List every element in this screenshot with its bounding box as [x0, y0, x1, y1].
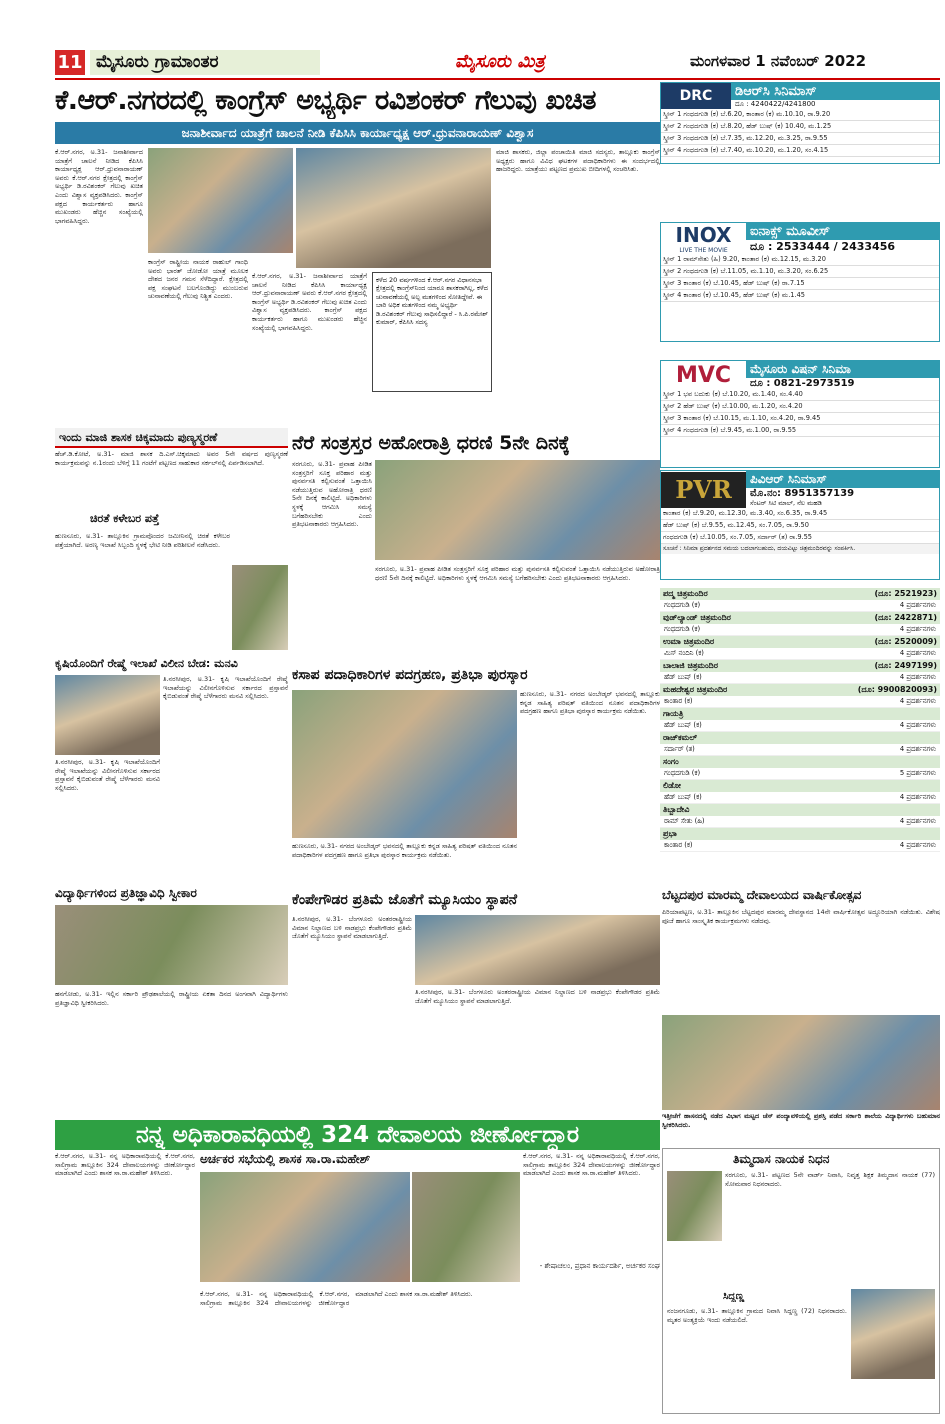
lead-subhead: ಜನಾಶೀರ್ವಾದ ಯಾತ್ರೆಗೆ ಚಾಲನೆ ನೀಡಿ ಕೆಪಿಸಿಸಿ ಕಾರ್ಯಾಧ್ಯಕ್ಷ ಆರ್.ಧ್ರುವನಾರಾಯಣ್ ವಿಶ್ವಾಸ	[55, 122, 660, 144]
cinema-listings	[660, 588, 940, 880]
listing-film: ಕಾಂತಾರ (ಕ)	[664, 841, 693, 849]
mvc-phone: ದೂ : 0821-2973519	[750, 378, 855, 389]
inox-panel	[660, 222, 940, 342]
mvc-row: ಸ್ಕ್ರೀನ್ 1 ಭವ ಬದುಕು (ಕ) ಬೆ.10.20, ಮ.1.40, ಸಂ.4.40	[661, 389, 939, 401]
listing-shows: 5 ಪ್ರದರ್ಶನಗಳು	[899, 769, 936, 777]
listing-hall	[660, 780, 940, 792]
leopard-photo	[232, 565, 288, 650]
listing-film: ಮಿಸ್ ನಂದಿನಿ (ಕ)	[664, 649, 704, 657]
kasapa-headline: ಕಸಾಪ ಪದಾಧಿಕಾರಿಗಳ ಪದಗ್ರಹಣ, ಪ್ರತಿಭಾ ಪುರಸ್ಕಾರ	[292, 667, 528, 683]
listing-hall-name: ಗಾಯತ್ರಿ	[663, 709, 684, 718]
pvr-phone: ಮೊ.ನಂ: 8951357139	[750, 488, 855, 499]
lead-headline: ಕೆ.ಆರ್.ನಗರದಲ್ಲಿ ಕಾಂಗ್ರೆಸ್ ಅಭ್ಯರ್ಥಿ ರವಿಶಂಕರ್ ಗೆಲುವು ಖಚಿತ	[55, 85, 596, 116]
listing-row	[660, 792, 940, 804]
listing-film: ಹೆಡ್ ಬುಷ್ (ಕ)	[664, 673, 702, 681]
listing-shows: 4 ಪ್ರದರ್ಶನಗಳು	[899, 793, 936, 801]
section-title: ಮೈಸೂರು ಗ್ರಾಮಾಂತರ	[90, 50, 320, 75]
listing-hall-name: ತಿಬ್ಬಾದೇವಿ	[663, 805, 690, 814]
statue-photo	[415, 915, 660, 985]
lead-photo-1	[148, 148, 293, 253]
statue-text-2: ತಿ.ನರಸೀಪುರ, ಅ.31- ಬೆಂಗಳೂರು ಅಂತರರಾಷ್ಟ್ರೀಯ ವಿಮಾನ ನಿಲ್ದಾಣದ ಬಳಿ ನಾಡಪ್ರಭು ಕೆಂಪೇಗೌಡರ ಪ್ರತಿಮೆ ಜೊತೆಗೆ ಮ್ಯೂಸಿಯಂ ಸ್ಥಾಪನೆ ಮಾಡಲಾಗುತ್ತಿದೆ.	[415, 988, 660, 1005]
mvc-panel	[660, 360, 940, 468]
header-rule	[55, 78, 940, 80]
listing-film: ಕಾಂತಾರ (ಕ)	[664, 697, 693, 705]
listing-row	[660, 600, 940, 612]
mvc-row: ಸ್ಕ್ರೀನ್ 2 ಹೆಡ್ ಬುಷ್ (ಕ) ಬೆ.10.00, ಮ.1.20, ಸಂ.4.20	[661, 401, 939, 413]
mvc-row: ಸ್ಕ್ರೀನ್ 3 ಕಾಂತಾರ (ಕ) ಬೆ.10.15, ಮ.1.10, ಸಂ.4.20, ರಾ.9.45	[661, 413, 939, 425]
inox-phone: ದೂ : 2533444 / 2433456	[750, 240, 896, 253]
listing-hall	[660, 732, 940, 744]
kasapa-text: ಹುಣಸೂರು, ಅ.31- ನಗರದ ಅಂಬೇಡ್ಕರ್ ಭವನದಲ್ಲಿ ತಾಲ್ಲೂಕು ಕನ್ನಡ ಸಾಹಿತ್ಯ ಪರಿಷತ್ ವತಿಯಿಂದ ನೂತನ ಪದಾಧಿಕಾರಿಗಳ ಪದಗ್ರಹಣ ಹಾಗೂ ಪ್ರತಿಭಾ ಪುರಸ್ಕಾರ ಕಾರ್ಯಕ್ರಮ ನಡೆಯಿತು.	[520, 690, 660, 716]
festival-headline: ಬೆಟ್ಟದಪುರ ಮಾರಮ್ಮ ದೇವಾಲಯದ ವಾರ್ಷಿಕೋತ್ಸವ	[662, 888, 862, 902]
pvr-row: ಕಾಂತಾರ (ಕ) ಬೆ.9.20, ಮ.12.30, ಮ.3.40, ಸಂ.6.35, ರಾ.9.45	[661, 508, 939, 520]
leopard-text: ಹುಣಸೂರು, ಅ.31- ತಾಲ್ಲೂಕಿನ ಗ್ರಾಮವೊಂದರ ಜಮೀನಿನಲ್ಲಿ ಚಿರತೆ ಕಳೇಬರ ಪತ್ತೆಯಾಗಿದೆ. ಅರಣ್ಯ ಇಲಾಖೆ ಸಿಬ್ಬಂದಿ ಸ್ಥಳಕ್ಕೆ ಭೇಟಿ ನೀಡಿ ಪರಿಶೀಲನೆ ನಡೆಸಿದರು.	[55, 532, 230, 549]
listing-shows: 4 ಪ್ರದರ್ಶನಗಳು	[899, 817, 936, 825]
farmers-headline: ಕೃಷಿಯೊಂದಿಗೆ ರೇಷ್ಮೆ ಇಲಾಖೆ ವಿಲೀನ ಬೇಡ: ಮನವಿ	[55, 657, 238, 670]
listing-shows: 4 ಪ್ರದರ್ಶನಗಳು	[899, 625, 936, 633]
lead-col2b: ಕೆ.ಆರ್.ನಗರ, ಅ.31- ಜನಾಶೀರ್ವಾದ ಯಾತ್ರೆಗೆ ಚಾಲನೆ ನೀಡಿದ ಕೆಪಿಸಿಸಿ ಕಾರ್ಯಾಧ್ಯಕ್ಷ ಆರ್.ಧ್ರುವನಾರಾಯಣ್ ಅವರು ಕೆ.ಆರ್.ನಗರ ಕ್ಷೇತ್ರದಲ್ಲಿ ಕಾಂಗ್ರೆಸ್ ಅಭ್ಯರ್ಥಿ ಡಿ.ರವಿಶಂಕರ್ ಗೆಲುವು ಖಚಿತ ಎಂದು ವಿಶ್ವಾಸ ವ್ಯಕ್ತಪಡಿಸಿದರು. ಕಾಂಗ್ರೆಸ್ ಪಕ್ಷದ ಕಾರ್ಯಕರ್ತರು ಹಾಗೂ ಮುಖಂಡರು ಹೆಚ್ಚಿನ ಸಂಖ್ಯೆಯಲ್ಲಿ ಭಾಗವಹಿಸಿದ್ದರು.	[252, 272, 367, 332]
dharna-text-2: ಸರಗೂರು, ಅ.31- ಪ್ರವಾಹ ಪೀಡಿತ ಸಂತ್ರಸ್ತರಿಗೆ ಸೂಕ್ತ ಪರಿಹಾರ ಮತ್ತು ಪುನರ್ವಸತಿ ಕಲ್ಪಿಸುವಂತೆ ಒತ್ತಾಯಿಸಿ ನಡೆಯುತ್ತಿರುವ ಅಹೋರಾತ್ರಿ ಧರಣಿ 5ನೇ ದಿನಕ್ಕೆ ಕಾಲಿಟ್ಟಿದೆ. ಅಧಿಕಾರಿಗಳು ಸ್ಥಳಕ್ಕೆ ಆಗಮಿಸಿ ಸಮಸ್ಯೆ ಬಗೆಹರಿಸಬೇಕು ಎಂದು ಪ್ರತಿಭಟನಾಕಾರರು ಆಗ್ರಹಿಸಿದರು.	[375, 565, 660, 582]
farmers-text-2: ತಿ.ನರಸೀಪುರ, ಅ.31- ಕೃಷಿ ಇಲಾಖೆಯೊಂದಿಗೆ ರೇಷ್ಮೆ ಇಲಾಖೆಯನ್ನು ವಿಲೀನಗೊಳಿಸುವ ಸರ್ಕಾರದ ಪ್ರಸ್ತಾವನೆ ಕೈಬಿಡುವಂತೆ ರೇಷ್ಮೆ ಬೆಳೆಗಾರರು ಮನವಿ ಸಲ್ಲಿಸಿದರು.	[55, 758, 160, 792]
listing-shows: 4 ಪ್ರದರ್ಶನಗಳು	[899, 649, 936, 657]
listing-film: ಸರ್ದಾರ್ (ತ)	[664, 745, 695, 753]
listing-row	[660, 840, 940, 852]
listing-hall	[660, 684, 940, 696]
obit-headline: ಇಂದು ಮಾಜಿ ಶಾಸಕ ಚಿಕ್ಕಮಾದು ಪುಣ್ಯಸ್ಮರಣೆ	[55, 428, 288, 448]
listing-hall-name: ಸಂಗಂ	[663, 757, 679, 766]
drc-phone: ದೂ : 4240422/4241800	[735, 100, 816, 108]
listing-film: ಹೆಡ್ ಬುಷ್ (ಕ)	[664, 721, 702, 729]
listing-film: ರಾಮ್ ಸೇತು (ಹಿ)	[664, 817, 705, 825]
statue-text: ತಿ.ನರಸೀಪುರ, ಅ.31- ಬೆಂಗಳೂರು ಅಂತರರಾಷ್ಟ್ರೀಯ ವಿಮಾನ ನಿಲ್ದಾಣದ ಬಳಿ ನಾಡಪ್ರಭು ಕೆಂಪೇಗೌಡರ ಪ್ರತಿಮೆ ಜೊತೆಗೆ ಮ್ಯೂಸಿಯಂ ಸ್ಥಾಪನೆ ಮಾಡಲಾಗುತ್ತಿದೆ.	[292, 915, 412, 941]
drc-name: ಡಿಆರ್‌ಸಿ ಸಿನಿಮಾಸ್	[731, 83, 939, 100]
listing-shows: 4 ಪ್ರದರ್ಶನಗಳು	[899, 841, 936, 849]
listing-hall	[660, 588, 940, 600]
paper-logo: ಮೈಸೂರು ಮಿತ್ರ	[455, 51, 545, 72]
listing-shows: 4 ಪ್ರದರ್ಶನಗಳು	[899, 721, 936, 729]
listing-hall	[660, 756, 940, 768]
temple-text: ಕೆ.ಆರ್.ನಗರ, ಅ.31- ನನ್ನ ಅಧಿಕಾರಾವಧಿಯಲ್ಲಿ ಕೆ.ಆರ್.ನಗರ, ಸಾಲಿಗ್ರಾಮ ತಾಲ್ಲೂಕಿನ 324 ದೇವಾಲಯಗಳನ್ನು ಜೀರ್ಣೋದ್ಧಾರ ಮಾಡಲಾಗಿದೆ ಎಂದು ಶಾಸಕ ಸಾ.ರಾ.ಮಹೇಶ್ ತಿಳಿಸಿದರು.	[55, 1152, 195, 1178]
listing-hall-name: ರಾಜ್‌ಕಮಲ್	[663, 733, 698, 742]
pvr-note: ಸೂಚನೆ : ಸಿನಿಮಾ ಪ್ರದರ್ಶನದ ಸಮಯ ಬದಲಾಗಬಹುದು, ದಯವಿಟ್ಟು ಚಿತ್ರಮಂದಿರವನ್ನು ಸಂಪರ್ಕಿಸಿ.	[661, 544, 939, 554]
listing-hall	[660, 828, 940, 840]
festival-caption: ಇತ್ತೀಚೆಗೆ ಹಾಸನದಲ್ಲಿ ನಡೆದ ವಿಭಾಗ ಮಟ್ಟದ ಚೆಸ್ ಪಂದ್ಯಾವಳಿಯಲ್ಲಿ ಪ್ರಶಸ್ತಿ ಪಡೆದ ಸರ್ಕಾರಿ ಶಾಲೆಯ ವಿದ್ಯಾರ್ಥಿಗಳು ಬಹುಮಾನ ಸ್ವೀಕರಿಸಿದರು.	[662, 1112, 940, 1129]
listing-hall-phone: (ದೂ: 2422871)	[874, 613, 937, 622]
temple-text-3: ಕೆ.ಆರ್.ನಗರ, ಅ.31- ನನ್ನ ಅಧಿಕಾರಾವಧಿಯಲ್ಲಿ ಕೆ.ಆರ್.ನಗರ, ಸಾಲಿಗ್ರಾಮ ತಾಲ್ಲೂಕಿನ 324 ದೇವಾಲಯಗಳನ್ನು ಜೀರ್ಣೋದ್ಧಾರ ಮಾಡಲಾಗಿದೆ ಎಂದು ಶಾಸಕ ಸಾ.ರಾ.ಮಹೇಶ್ ತಿಳಿಸಿದರು.	[200, 1290, 473, 1307]
pvr-panel	[660, 470, 940, 580]
listing-film: ಗಂಧದಗುಡಿ (ಕ)	[664, 769, 701, 777]
lead-col1: ಕೆ.ಆರ್.ನಗರ, ಅ.31- ಜನಾಶೀರ್ವಾದ ಯಾತ್ರೆಗೆ ಚಾಲನೆ ನೀಡಿದ ಕೆಪಿಸಿಸಿ ಕಾರ್ಯಾಧ್ಯಕ್ಷ ಆರ್.ಧ್ರುವನಾರಾಯಣ್ ಅವರು ಕೆ.ಆರ್.ನಗರ ಕ್ಷೇತ್ರದಲ್ಲಿ ಕಾಂಗ್ರೆಸ್ ಅಭ್ಯರ್ಥಿ ಡಿ.ರವಿಶಂಕರ್ ಗೆಲುವು ಖಚಿತ ಎಂದು ವಿಶ್ವಾಸ ವ್ಯಕ್ತಪಡಿಸಿದರು. ಕಾಂಗ್ರೆಸ್ ಪಕ್ಷದ ಕಾರ್ಯಕರ್ತರು ಹಾಗೂ ಮುಖಂಡರು ಹೆಚ್ಚಿನ ಸಂಖ್ಯೆಯಲ್ಲಿ ಭಾಗವಹಿಸಿದ್ದರು.	[55, 148, 143, 225]
pvr-logo: PVR	[661, 472, 746, 508]
pvr-address: ಸೆಂಟರ್ ಸಿಟಿ ಮಾಲ್, ನೆಲ ಮಹಡಿ	[750, 499, 822, 507]
listing-hall-phone: (ದೂ: 9900820093)	[857, 685, 937, 694]
listing-shows: 4 ಪ್ರದರ್ಶನಗಳು	[899, 673, 936, 681]
drc-row: ಸ್ಕ್ರೀನ್ 1 ಗಂಧದಗುಡಿ (ಕ) ಬೆ.6.20, ಕಾಂತಾರ (ಕ) ಮ.10.10, ರಾ.9.20	[661, 109, 939, 121]
listing-film: ಗಂಧದಗುಡಿ (ಕ)	[664, 625, 701, 633]
listing-hall	[660, 804, 940, 816]
farmers-photo	[55, 675, 160, 755]
drc-panel	[660, 82, 940, 164]
listing-hall-name: ಬಾಲಾಜಿ ಚಿತ್ರಮಂದಿರ	[663, 661, 718, 670]
pvr-row: ಹೆಡ್ ಬುಷ್ (ಕ) ಬೆ.9.55, ಮ.12.45, ಸಂ.7.05, ರಾ.9.50	[661, 520, 939, 532]
listing-row	[660, 624, 940, 636]
mvc-logo: MVC	[675, 362, 732, 388]
listing-hall-name: ಉಮಾ ಚಿತ್ರಮಂದಿರ	[663, 637, 715, 646]
page-number: 11	[55, 50, 85, 75]
temple-banner: ನನ್ನ ಅಧಿಕಾರಾವಧಿಯಲ್ಲಿ 324 ದೇವಾಲಯ ಜೀರ್ಣೋದ್ಧಾರ	[55, 1120, 660, 1150]
oath-headline: ವಿದ್ಯಾರ್ಥಿಗಳಿಂದ ಪ್ರತಿಜ್ಞಾವಿಧಿ ಸ್ವೀಕಾರ	[55, 886, 197, 900]
inox-row: ಸ್ಕ್ರೀನ್ 3 ಕಾಂತಾರ (ಕ) ಬೆ.10.45, ಹೆಡ್ ಬುಷ್ (ಕ) ರಾ.7.15	[661, 278, 939, 290]
lead-col3: ಮಾಜಿ ಶಾಸಕರು, ಜಿಲ್ಲಾ ಪಂಚಾಯಿತಿ ಮಾಜಿ ಸದಸ್ಯರು, ತಾಲ್ಲೂಕು ಕಾಂಗ್ರೆಸ್ ಅಧ್ಯಕ್ಷರು ಹಾಗೂ ವಿವಿಧ ಘಟಕಗಳ ಪದಾಧಿಕಾರಿಗಳು ಈ ಸಂದರ್ಭದಲ್ಲಿ ಹಾಜರಿದ್ದರು. ಯಾತ್ರೆಯು ಪಟ್ಟಣದ ಪ್ರಮುಖ ಬೀದಿಗಳಲ್ಲಿ ಸಂಚರಿಸಿತು.	[496, 148, 660, 174]
listing-shows: 4 ಪ್ರದರ್ಶನಗಳು	[899, 601, 936, 609]
kasapa-text-2: ಹುಣಸೂರು, ಅ.31- ನಗರದ ಅಂಬೇಡ್ಕರ್ ಭವನದಲ್ಲಿ ತಾಲ್ಲೂಕು ಕನ್ನಡ ಸಾಹಿತ್ಯ ಪರಿಷತ್ ವತಿಯಿಂದ ನೂತನ ಪದಾಧಿಕಾರಿಗಳ ಪದಗ್ರಹಣ ಹಾಗೂ ಪ್ರತಿಭಾ ಪುರಸ್ಕಾರ ಕಾರ್ಯಕ್ರಮ ನಡೆಯಿತು.	[292, 842, 517, 859]
drc-row: ಸ್ಕ್ರೀನ್ 2 ಗಂಧದಗುಡಿ (ಕ) ಬೆ.8.20, ಹೆಡ್ ಬುಷ್ (ಕ) 10.40, ಮ.1.25	[661, 121, 939, 133]
dharna-photo	[375, 460, 660, 560]
obituary-name-2: ಸಿದ್ದಣ್ಣ	[723, 1291, 745, 1302]
drc-row: ಸ್ಕ್ರೀನ್ 4 ಗಂಧದಗುಡಿ (ಕ) ಬೆ.7.40, ಮ.10.20, ಮ.1.20, ಸಂ.4.15	[661, 145, 939, 157]
drc-logo: DRC	[661, 83, 731, 109]
oath-text: ಹನಗೋಡು, ಅ.31- ಇಲ್ಲಿನ ಸರ್ಕಾರಿ ಪ್ರೌಢಶಾಲೆಯಲ್ಲಿ ರಾಷ್ಟ್ರೀಯ ಏಕತಾ ದಿನದ ಅಂಗವಾಗಿ ವಿದ್ಯಾರ್ಥಿಗಳು ಪ್ರತಿಜ್ಞಾವಿಧಿ ಸ್ವೀಕರಿಸಿದರು.	[55, 990, 288, 1007]
obituary-text: ಸರಗೂರು, ಅ.31- ಪಟ್ಟಣದ 5ನೇ ವಾರ್ಡ್ ನಿವಾಸಿ, ನಿವೃತ್ತ ಶಿಕ್ಷಕ ತಿಮ್ಮದಾಸ ನಾಯಕ (77) ಸೋಮವಾರ ನಿಧನರಾದರು.	[725, 1171, 935, 1188]
listing-row	[660, 744, 940, 756]
issue-date: ಮಂಗಳವಾರ 1 ನವೆಂಬರ್ 2022	[690, 52, 867, 70]
temple-photo-2	[412, 1172, 520, 1282]
listing-hall-name: ಪದ್ಮ ಚಿತ್ರಮಂದಿರ	[663, 589, 708, 598]
lead-photo-2	[296, 148, 491, 268]
inox-logo: INOX	[675, 223, 732, 247]
lead-pull-quote: ಕಳೆದ 20 ವರ್ಷಗಳಿಂದ ಕೆ.ಆರ್.ನಗರ ವಿಧಾನಸಭಾ ಕ್ಷೇತ್ರದಲ್ಲಿ ಕಾಂಗ್ರೆಸ್‌ನಿಂದ ಯಾರೂ ಶಾಸಕರಾಗಿಲ್ಲ, ಕಳೆದ ಚುನಾವಣೆಯಲ್ಲಿ ಅಲ್ಪ ಮತಗಳಿಂದ ಸೋತಿದ್ದೇವೆ. ಈ ಬಾರಿ ಅಧಿಕ ಮತಗಳಿಂದ ನಮ್ಮ ಅಭ್ಯರ್ಥಿ ಡಿ.ರವಿಶಂಕರ್ ಗೆಲುವು ಸಾಧಿಸಲಿದ್ದಾರೆ - ಸಿ.ಪಿ.ರಮೇಶ್ ಕುಮಾರ್, ಕೆಪಿಸಿಸಿ ಸದಸ್ಯ	[372, 272, 492, 392]
listing-hall-phone: (ದೂ: 2521923)	[874, 589, 937, 598]
listing-row	[660, 648, 940, 660]
lead-col2: ಕಾಂಗ್ರೆಸ್ ರಾಷ್ಟ್ರೀಯ ನಾಯಕ ರಾಹುಲ್ ಗಾಂಧಿ ಅವರು ಭಾರತ್ ಜೋಡೋ ಯಾತ್ರೆ ಮೂಲಕ ದೇಶದ ಜನರ ಗಮನ ಸೆಳೆದಿದ್ದಾರೆ. ಕ್ಷೇತ್ರದಲ್ಲಿ ಪಕ್ಷ ಸಂಘಟನೆ ಬಲಗೊಂಡಿದ್ದು ಮುಂಬರುವ ಚುನಾವಣೆಯಲ್ಲಿ ಗೆಲುವು ನಿಶ್ಚಿತ ಎಂದರು.	[148, 258, 248, 301]
farmers-text: ತಿ.ನರಸೀಪುರ, ಅ.31- ಕೃಷಿ ಇಲಾಖೆಯೊಂದಿಗೆ ರೇಷ್ಮೆ ಇಲಾಖೆಯನ್ನು ವಿಲೀನಗೊಳಿಸುವ ಸರ್ಕಾರದ ಪ್ರಸ್ತಾವನೆ ಕೈಬಿಡುವಂತೆ ರೇಷ್ಮೆ ಬೆಳೆಗಾರರು ಮನವಿ ಸಲ್ಲಿಸಿದರು.	[163, 675, 288, 701]
pvr-row: ಗಂಧದಗುಡಿ (ಕ) ಬೆ.10.05, ಸಂ.7.05, ಸರ್ದಾರ್ (ತ) ರಾ.9.55	[661, 532, 939, 544]
statue-headline: ಕೆಂಪೇಗೌಡರ ಪ್ರತಿಮೆ ಜೊತೆಗೆ ಮ್ಯೂಸಿಯಂ ಸ್ಥಾಪನೆ	[292, 892, 518, 908]
obituary-text-2: ನಂಜನಗೂಡು, ಅ.31- ತಾಲ್ಲೂಕಿನ ಗ್ರಾಮದ ನಿವಾಸಿ ಸಿದ್ದಣ್ಣ (72) ನಿಧನರಾದರು. ಮೃತರ ಅಂತ್ಯಕ್ರಿಯೆ ಇಂದು ನಡೆಯಲಿದೆ.	[667, 1307, 847, 1324]
listing-shows: 4 ಪ್ರದರ್ಶನಗಳು	[899, 745, 936, 753]
listing-shows: 4 ಪ್ರದರ್ಶನಗಳು	[899, 697, 936, 705]
listing-row	[660, 696, 940, 708]
listing-hall	[660, 660, 940, 672]
listing-row	[660, 720, 940, 732]
oath-photo	[55, 905, 288, 985]
listing-hall-name: ಲಿಡೋ	[663, 781, 681, 790]
listing-hall-name: ವುಡ್‌ಲ್ಯಾಂಡ್ ಚಿತ್ರಮಂದಿರ	[663, 613, 731, 622]
temple-subhead: ಅರ್ಚಕರ ಸಭೆಯಲ್ಲಿ ಶಾಸಕ ಸಾ.ರಾ.ಮಹೇಶ್	[200, 1152, 371, 1166]
listing-hall-name: ಪ್ರಭಾ	[663, 829, 677, 838]
festival-text: ಪಿರಿಯಾಪಟ್ಟಣ, ಅ.31- ತಾಲ್ಲೂಕಿನ ಬೆಟ್ಟದಪುರ ಮಾರಮ್ಮ ದೇವಸ್ಥಾನದ 14ನೇ ವಾರ್ಷಿಕೋತ್ಸವ ಅದ್ದೂರಿಯಾಗಿ ನಡೆಯಿತು. ವಿಶೇಷ ಪೂಜೆ ಹಾಗೂ ಸಾಂಸ್ಕೃತಿಕ ಕಾರ್ಯಕ್ರಮಗಳು ನಡೆದವು.	[662, 908, 940, 925]
obituary-photo-1	[667, 1171, 722, 1241]
listing-hall-name: ಮಹದೇಶ್ವರ ಚಿತ್ರಮಂದಿರ	[663, 685, 728, 694]
kasapa-photo	[292, 690, 517, 838]
festival-photo	[662, 1015, 940, 1110]
temple-photo-1	[200, 1172, 410, 1282]
inox-name: ಐನಾಕ್ಸ್ ಮೂವೀಸ್	[746, 223, 939, 240]
listing-hall	[660, 636, 940, 648]
listing-row	[660, 816, 940, 828]
mvc-row: ಸ್ಕ್ರೀನ್ 4 ಗಂಧದಗುಡಿ (ಕ) ಬೆ.9.45, ಮ.1.00, ರಾ.9.55	[661, 425, 939, 437]
obituary-title: ತಿಮ್ಮದಾಸ ನಾಯಕ ನಿಧನ	[733, 1152, 830, 1166]
inox-row: ಸ್ಕ್ರೀನ್ 4 ಕಾಂತಾರ (ಕ) ಬೆ.10.45, ಹೆಡ್ ಬುಷ್ (ಕ) ಮ.1.45	[661, 290, 939, 302]
obit-text: ಹೆಚ್.ಡಿ.ಕೋಟೆ, ಅ.31- ಮಾಜಿ ಶಾಸಕ ದಿ.ಎಸ್.ಚಿಕ್ಕಮಾದು ಅವರ 5ನೇ ವರ್ಷದ ಪುಣ್ಯಸ್ಮರಣೆ ಕಾರ್ಯಕ್ರಮವನ್ನು ನ.1ರಂದು ಬೆಳಿಗ್ಗೆ 11 ಗಂಟೆಗೆ ಪಟ್ಟಣದ ಸಾಹುಕಾರ ಸರ್ಕಲ್‌ನಲ್ಲಿ ಏರ್ಪಡಿಸಲಾಗಿದೆ.	[55, 450, 288, 467]
temple-caption: - ಶೇಷಾಚಲಂ, ಪ್ರಧಾನ ಕಾರ್ಯದರ್ಶಿ, ಅರ್ಚಕರ ಸಂಘ	[539, 1262, 660, 1270]
listing-row	[660, 672, 940, 684]
inox-tagline: LIVE THE MOVIE	[679, 247, 728, 254]
listing-film: ಗಂಧದಗುಡಿ (ಕ)	[664, 601, 701, 609]
mvc-name: ಮೈಸೂರು ವಿಷನ್ ಸಿನಿಮಾ	[746, 361, 939, 378]
listing-film: ಹೆಡ್ ಬುಷ್ (ಕ)	[664, 793, 702, 801]
listing-row	[660, 768, 940, 780]
listing-hall-phone: (ದೂ: 2520009)	[874, 637, 937, 646]
inox-row: ಸ್ಕ್ರೀನ್ 1 ರಾಮ್‌ಸೇತು (ಹಿ) 9.20, ಕಾಂತಾರ (ಕ) ಮ.12.15, ಮ.3.20	[661, 254, 939, 266]
temple-text-2: ಕೆ.ಆರ್.ನಗರ, ಅ.31- ನನ್ನ ಅಧಿಕಾರಾವಧಿಯಲ್ಲಿ ಕೆ.ಆರ್.ನಗರ, ಸಾಲಿಗ್ರಾಮ ತಾಲ್ಲೂಕಿನ 324 ದೇವಾಲಯಗಳನ್ನು ಜೀರ್ಣೋದ್ಧಾರ ಮಾಡಲಾಗಿದೆ ಎಂದು ಶಾಸಕ ಸಾ.ರಾ.ಮಹೇಶ್ ತಿಳಿಸಿದರು.	[523, 1152, 660, 1178]
dharna-text: ಸರಗೂರು, ಅ.31- ಪ್ರವಾಹ ಪೀಡಿತ ಸಂತ್ರಸ್ತರಿಗೆ ಸೂಕ್ತ ಪರಿಹಾರ ಮತ್ತು ಪುನರ್ವಸತಿ ಕಲ್ಪಿಸುವಂತೆ ಒತ್ತಾಯಿಸಿ ನಡೆಯುತ್ತಿರುವ ಅಹೋರಾತ್ರಿ ಧರಣಿ 5ನೇ ದಿನಕ್ಕೆ ಕಾಲಿಟ್ಟಿದೆ. ಅಧಿಕಾರಿಗಳು ಸ್ಥಳಕ್ಕೆ ಆಗಮಿಸಿ ಸಮಸ್ಯೆ ಬಗೆಹರಿಸಬೇಕು ಎಂದು ಪ್ರತಿಭಟನಾಕಾರರು ಆಗ್ರಹಿಸಿದರು.	[292, 460, 372, 529]
listing-hall-phone: (ದೂ: 2497199)	[874, 661, 937, 670]
dharna-headline: ನೆರೆ ಸಂತ್ರಸ್ತರ ಅಹೋರಾತ್ರಿ ಧರಣಿ 5ನೇ ದಿನಕ್ಕೆ	[292, 432, 570, 454]
obituary-photo-2	[851, 1289, 935, 1379]
inox-row: ಸ್ಕ್ರೀನ್ 2 ಗಂಧದಗುಡಿ (ಕ) ಬೆ.11.05, ಮ.1.10, ಮ.3.20, ಸಂ.6.25	[661, 266, 939, 278]
pvr-name: ಪಿವಿಆರ್ ಸಿನಿಮಾಸ್	[746, 471, 939, 488]
listing-hall	[660, 612, 940, 624]
drc-row: ಸ್ಕ್ರೀನ್ 3 ಗಂಧದಗುಡಿ (ಕ) ಬೆ.7.35, ಮ.12.20, ಮ.3.25, ರಾ.9.55	[661, 133, 939, 145]
obituary-box	[662, 1148, 940, 1414]
leopard-headline: ಚಿರತೆ ಕಳೇಬರ ಪತ್ತೆ	[90, 512, 160, 525]
listing-hall	[660, 708, 940, 720]
